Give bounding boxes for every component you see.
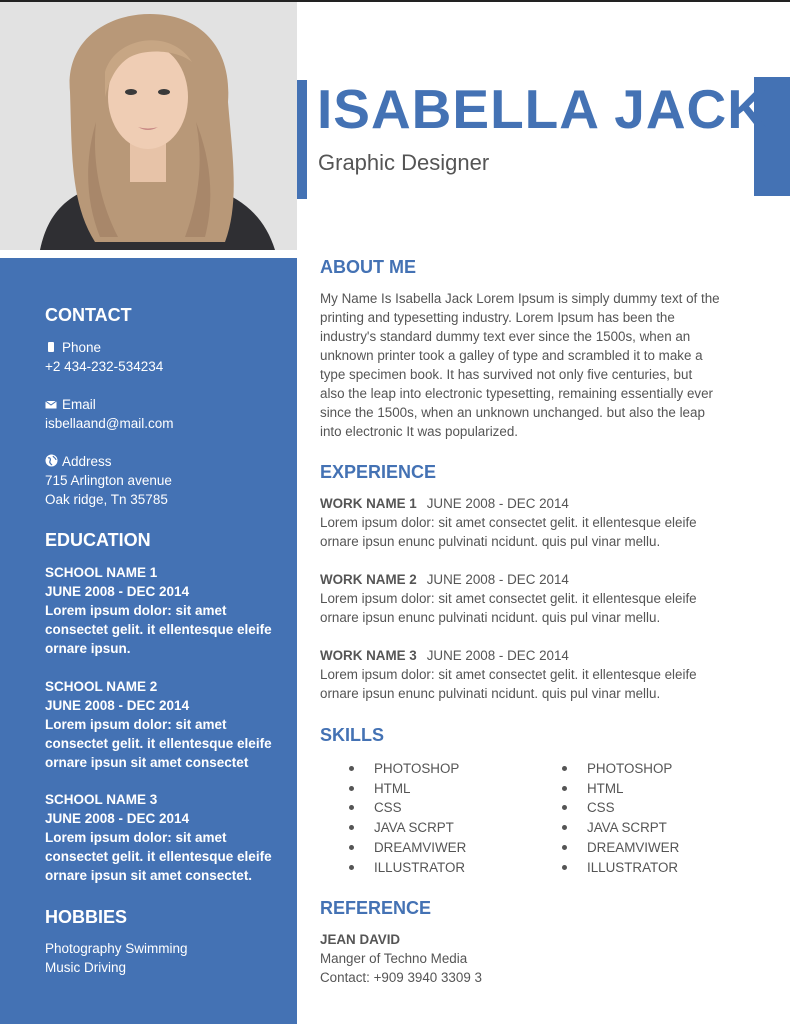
experience-item-3: [320, 646, 745, 703]
job-dates: JUNE 2008 - DEC 2014: [426, 496, 569, 511]
skill-item: DREAMVIWER: [559, 838, 679, 858]
reference-contact: Contact: +909 3940 3309 3: [320, 970, 482, 985]
skill-item: JAVA SCRPT: [559, 818, 679, 838]
reference-heading: REFERENCE: [320, 898, 432, 918]
education-item-3: [45, 790, 272, 885]
job-desc-line: ornare ipsun enunc pulvinati ncidunt. quis pul vinar mellu.: [320, 610, 661, 625]
school-desc-line: consectet gelit. it ellentesque eleife: [45, 622, 272, 637]
school-desc-line: Lorem ipsum dolor: sit amet: [45, 603, 227, 618]
school-desc-line: ornare ipsun.: [45, 641, 131, 656]
skill-item: PHOTOSHOP: [346, 759, 466, 779]
phone-value: +2 434-232-534234: [45, 359, 164, 374]
education-heading: EDUCATION: [45, 530, 151, 550]
about-line: My Name Is Isabella Jack Lorem Ipsum is simply dummy text of the: [320, 291, 720, 306]
contact-heading: CONTACT: [45, 305, 132, 325]
skill-item: DREAMVIWER: [346, 838, 466, 858]
job-desc-line: Lorem ipsum dolor: sit amet consectet gelit. it ellentesque eleife: [320, 591, 697, 606]
phone-icon: [45, 339, 57, 351]
about-line: since the 1500s, when an unknown unchanged. but also the leap: [320, 405, 705, 420]
school-name: SCHOOL NAME 3: [45, 792, 158, 807]
job-title: WORK NAME 1: [320, 496, 417, 511]
email-label: Email: [62, 397, 96, 412]
education-item-2: [45, 677, 272, 772]
skill-item: CSS: [559, 798, 679, 818]
school-desc-line: ornare ipsun sit amet consectet: [45, 755, 249, 770]
email-value: isbellaand@mail.com: [45, 416, 174, 431]
skills-list-right: [559, 759, 679, 877]
school-desc-line: consectet gelit. it ellentesque eleife: [45, 849, 272, 864]
skill-item: ILLUSTRATOR: [559, 858, 679, 878]
job-dates: JUNE 2008 - DEC 2014: [426, 648, 569, 663]
about-line: also the leap into electronic typesetting, remaining essentially ever: [320, 386, 714, 401]
school-desc-line: Lorem ipsum dolor: sit amet: [45, 830, 227, 845]
job-dates: JUNE 2008 - DEC 2014: [426, 572, 569, 587]
profile-photo: [0, 2, 297, 250]
about-line: type specimen book. It has survived not only five centuries, but: [320, 367, 693, 382]
address-label: Address: [62, 454, 112, 469]
experience-heading: EXPERIENCE: [320, 462, 437, 482]
school-name: SCHOOL NAME 1: [45, 565, 158, 580]
job-header: [320, 646, 745, 665]
school-desc-line: ornare ipsun sit amet consectet.: [45, 868, 253, 883]
mail-icon: [45, 396, 57, 408]
school-dates: JUNE 2008 - DEC 2014: [45, 811, 190, 826]
about-heading: ABOUT ME: [320, 257, 416, 277]
hobbies-line2: Music Driving: [45, 960, 127, 975]
school-dates: JUNE 2008 - DEC 2014: [45, 698, 190, 713]
candidate-name: ISABELLA JACK: [317, 78, 768, 140]
address-label-row: [45, 452, 112, 471]
job-desc-line: ornare ipsun enunc pulvinati ncidunt. quis pul vinar mellu.: [320, 534, 661, 549]
skills-list-left: [346, 759, 466, 877]
address-line1: 715 Arlington avenue: [45, 473, 172, 488]
phone-label: Phone: [62, 340, 102, 355]
job-desc-line: Lorem ipsum dolor: sit amet consectet gelit. it ellentesque eleife: [320, 667, 697, 682]
name-accent-left: [297, 80, 307, 199]
education-item-1: [45, 563, 272, 658]
about-text: [320, 289, 745, 441]
about-line: unknown printer took a galley of type and scrambled it to make a: [320, 348, 703, 363]
email-label-row: [45, 395, 96, 414]
portrait-illustration: [0, 2, 297, 250]
school-desc-line: consectet gelit. it ellentesque eleife: [45, 736, 272, 751]
skill-item: PHOTOSHOP: [559, 759, 679, 779]
school-dates: JUNE 2008 - DEC 2014: [45, 584, 190, 599]
skill-item: HTML: [346, 779, 466, 799]
skill-item: JAVA SCRPT: [346, 818, 466, 838]
skills-heading: SKILLS: [320, 725, 385, 745]
experience-item-2: [320, 570, 745, 627]
school-name: SCHOOL NAME 2: [45, 679, 158, 694]
job-title: WORK NAME 2: [320, 572, 417, 587]
job-desc-line: ornare ipsun enunc pulvinati ncidunt. quis pul vinar mellu.: [320, 686, 661, 701]
skill-item: HTML: [559, 779, 679, 799]
hobbies-line1: Photography Swimming: [45, 941, 188, 956]
experience-item-1: [320, 494, 745, 551]
candidate-role: Graphic Designer: [318, 150, 490, 175]
skill-item: ILLUSTRATOR: [346, 858, 466, 878]
job-header: [320, 494, 745, 513]
about-line: industry's standard dummy text ever since the 1500s, when an: [320, 329, 691, 344]
school-desc-line: Lorem ipsum dolor: sit amet: [45, 717, 227, 732]
reference-title: Manger of Techno Media: [320, 951, 468, 966]
about-line: printing and typesetting industry. Lorem Ipsum has been the: [320, 310, 675, 325]
job-header: [320, 570, 745, 589]
address-line2: Oak ridge, Tn 35785: [45, 492, 168, 507]
reference-name: JEAN DAVID: [320, 932, 401, 947]
phone-label-row: [45, 338, 101, 357]
hobbies-heading: HOBBIES: [45, 907, 128, 927]
reference-block: [320, 930, 745, 987]
globe-icon: [45, 453, 57, 465]
skill-item: CSS: [346, 798, 466, 818]
job-desc-line: Lorem ipsum dolor: sit amet consectet gelit. it ellentesque eleife: [320, 515, 697, 530]
about-line: into electronic It was popularized.: [320, 424, 518, 439]
job-title: WORK NAME 3: [320, 648, 417, 663]
